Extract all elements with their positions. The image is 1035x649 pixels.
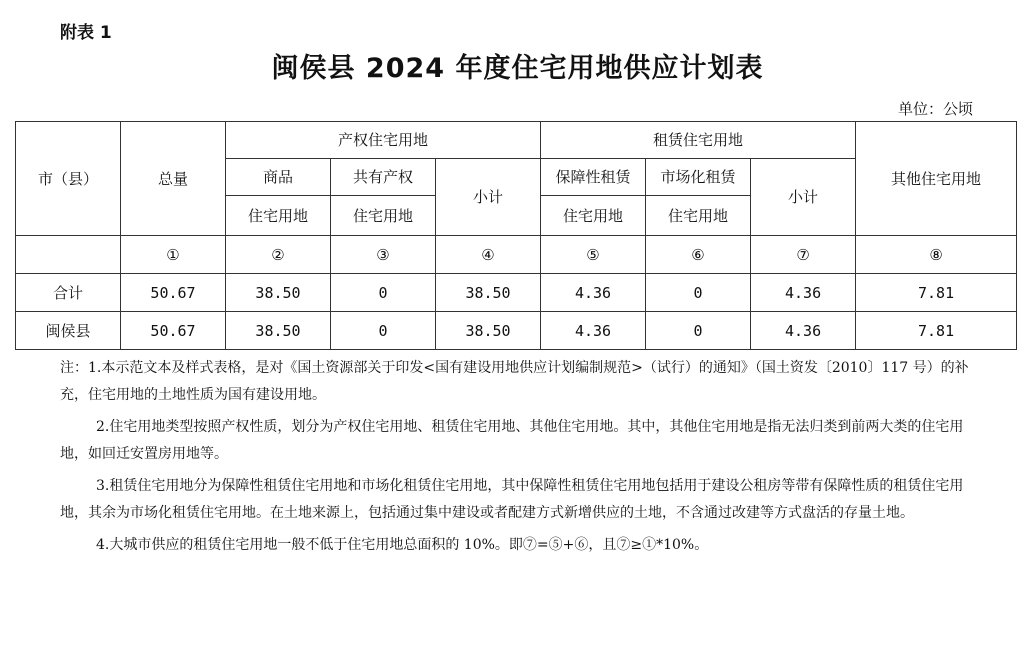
page-title: 闽侯县 2024 年度住宅用地供应计划表 bbox=[271, 53, 764, 84]
row-cell: 4.36 bbox=[541, 274, 646, 312]
header-city: 市（县） bbox=[16, 122, 121, 236]
row-cell: 50.67 bbox=[121, 274, 226, 312]
index-cell: ② bbox=[226, 236, 331, 274]
row-cell: 50.67 bbox=[121, 312, 226, 350]
table-row bbox=[16, 274, 1017, 312]
row-cell: 38.50 bbox=[226, 312, 331, 350]
index-cell: ③ bbox=[331, 236, 436, 274]
row-city: 合计 bbox=[16, 274, 121, 312]
header-other: 其他住宅用地 bbox=[856, 122, 1017, 236]
index-blank-cell bbox=[16, 236, 121, 274]
index-cell: ⑥ bbox=[646, 236, 751, 274]
note-paragraph: 2.住宅用地类型按照产权性质，划分为产权住宅用地、租赁住宅用地、其他住宅用地。其中，其他住宅用地是指无法归类到前两大类的住宅用地，如回迁安置房用地等。 bbox=[60, 419, 964, 462]
header-affordable-line1: 保障性租赁 bbox=[541, 159, 646, 196]
row-cell: 0 bbox=[646, 274, 751, 312]
header-rental-subtotal: 小计 bbox=[751, 159, 856, 236]
notes-section bbox=[60, 355, 978, 559]
note-paragraph: 4.大城市供应的租赁住宅用地一般不低于住宅用地总面积的 10%。即⑦=⑤+⑥，且⑦≥①*10%。 bbox=[96, 537, 709, 553]
header-market-line2: 住宅用地 bbox=[646, 196, 751, 236]
header-total: 总量 bbox=[121, 122, 226, 236]
header-property-group: 产权住宅用地 bbox=[226, 122, 541, 159]
note-paragraph: 3.租赁住宅用地分为保障性租赁住宅用地和市场化租赁住宅用地，其中保障性租赁住宅用地包括用于建设公租房等带有保障性质的租赁住宅用地，其余为市场化租赁住宅用地。在土地来源上，包括通过集中建设或者配建方式新增供应的土地，不含通过改建等方式盘活的存量土地。 bbox=[60, 478, 964, 521]
row-cell: 38.50 bbox=[436, 274, 541, 312]
attachment-label: 附表 1 bbox=[60, 23, 112, 43]
row-cell: 38.50 bbox=[436, 312, 541, 350]
index-cell: ① bbox=[121, 236, 226, 274]
index-cell: ④ bbox=[436, 236, 541, 274]
row-cell: 0 bbox=[331, 274, 436, 312]
header-commercial-line2: 住宅用地 bbox=[226, 196, 331, 236]
header-shared-line2: 住宅用地 bbox=[331, 196, 436, 236]
header-property-subtotal: 小计 bbox=[436, 159, 541, 236]
row-cell: 7.81 bbox=[856, 274, 1017, 312]
row-cell: 4.36 bbox=[751, 312, 856, 350]
row-cell: 4.36 bbox=[541, 312, 646, 350]
row-city: 闽侯县 bbox=[16, 312, 121, 350]
table-row bbox=[16, 312, 1017, 350]
index-cell: ⑧ bbox=[856, 236, 1017, 274]
row-cell: 0 bbox=[331, 312, 436, 350]
row-cell: 4.36 bbox=[751, 274, 856, 312]
index-cell: ⑦ bbox=[751, 236, 856, 274]
row-cell: 0 bbox=[646, 312, 751, 350]
header-affordable-line2: 住宅用地 bbox=[541, 196, 646, 236]
unit-label: 单位：公顷 bbox=[897, 100, 973, 118]
header-commercial-line1: 商品 bbox=[226, 159, 331, 196]
row-cell: 38.50 bbox=[226, 274, 331, 312]
supply-plan-table bbox=[15, 121, 1017, 350]
header-shared-line1: 共有产权 bbox=[331, 159, 436, 196]
row-cell: 7.81 bbox=[856, 312, 1017, 350]
header-market-line1: 市场化租赁 bbox=[646, 159, 751, 196]
index-cell: ⑤ bbox=[541, 236, 646, 274]
header-rental-group: 租赁住宅用地 bbox=[541, 122, 856, 159]
note-paragraph: 注：1.本示范文本及样式表格，是对《国土资源部关于印发<国有建设用地供应计划编制规范>（试行）的通知》（国土资发〔2010〕117 号）的补充，住宅用地的土地性质为国有建设用地。 bbox=[60, 360, 969, 403]
